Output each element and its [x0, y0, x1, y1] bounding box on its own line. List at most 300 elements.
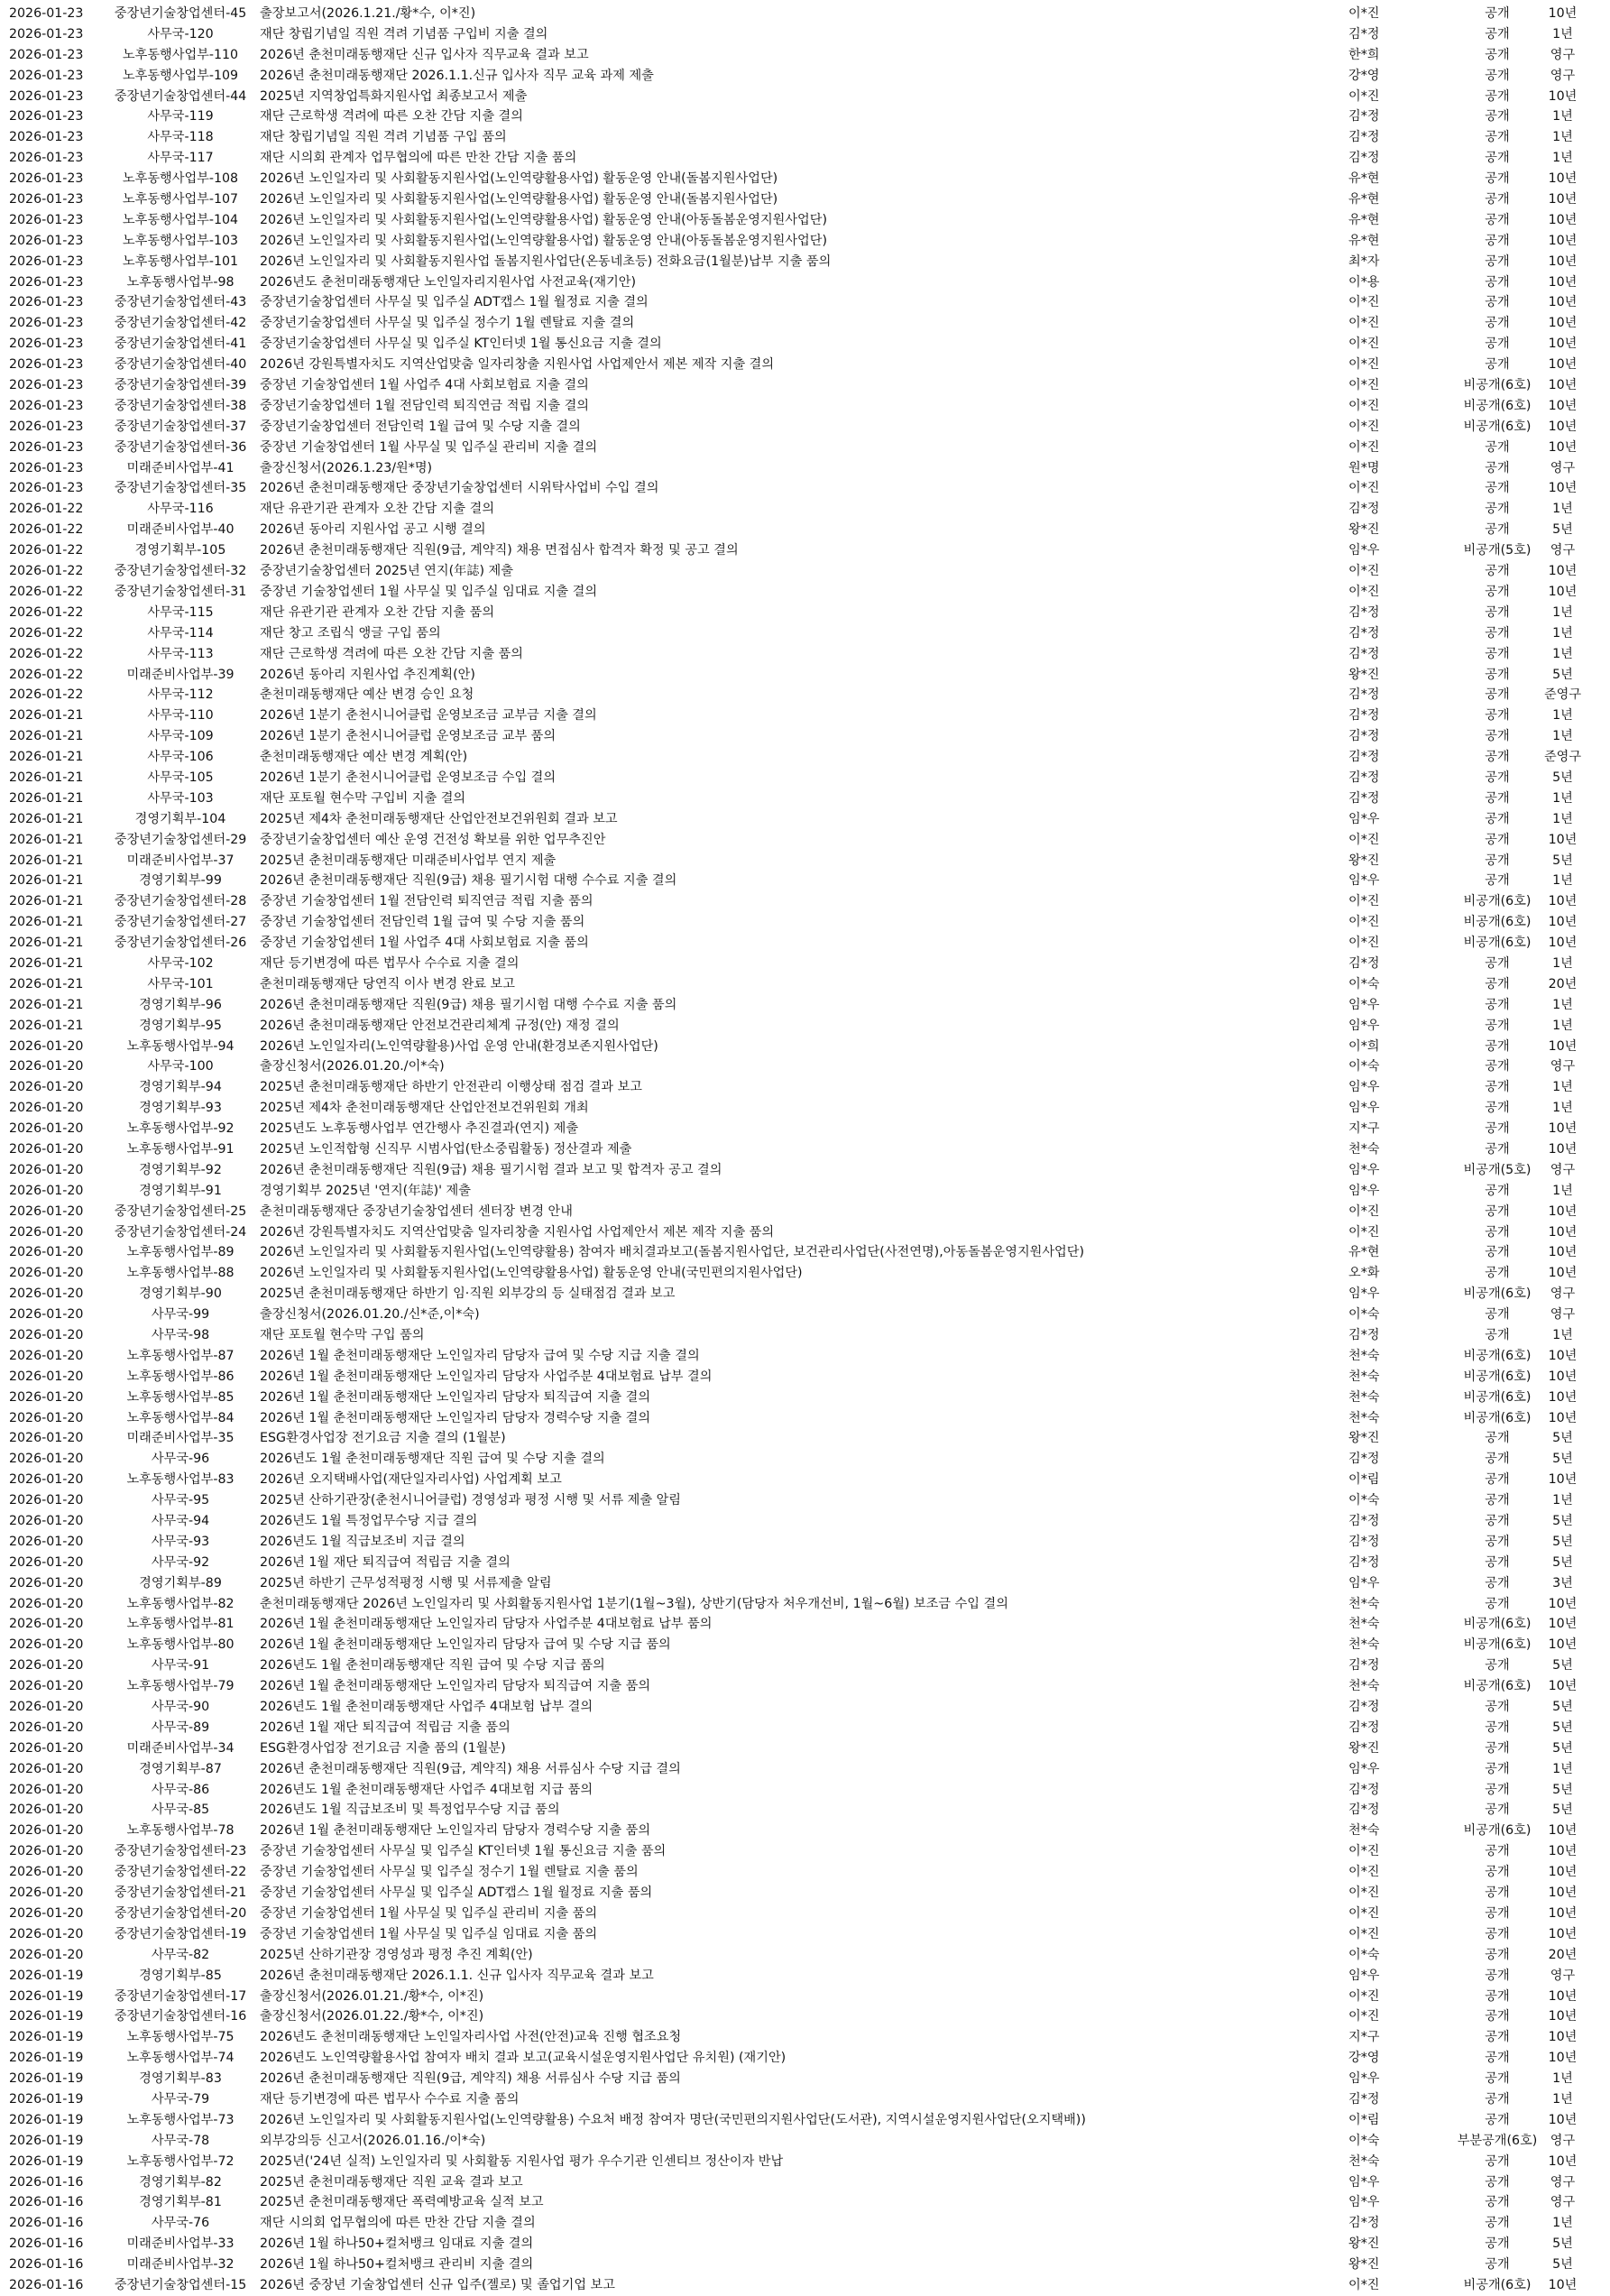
doc-number: 미래준비사업부-40 [126, 522, 235, 538]
doc-title: 춘천미래동행재단 중장년기술창업센터 센터장 변경 안내 [260, 1203, 573, 1219]
doc-disclosure: 공개 [1485, 853, 1510, 868]
doc-retention: 10년 [1548, 1472, 1578, 1488]
doc-title: 2025년 산하기관장(춘천시니어클럽) 경영성과 평정 시행 및 서류 제출 알림 [260, 1493, 682, 1508]
doc-date: 2026-01-20 [9, 1679, 84, 1694]
doc-disclosure: 비공개(6호) [1463, 1637, 1532, 1653]
doc-retention: 10년 [1548, 6, 1578, 21]
doc-date: 2026-01-20 [9, 1554, 84, 1570]
doc-number: 중장년기술창업센터-23 [114, 1844, 247, 1859]
doc-disclosure: 공개 [1485, 708, 1510, 724]
doc-disclosure: 공개 [1485, 790, 1510, 806]
doc-retention: 5년 [1552, 1431, 1573, 1446]
doc-retention: 5년 [1552, 667, 1573, 682]
doc-title: 2026년도 1월 특정업무수당 지급 결의 [260, 1514, 478, 1529]
table-row [0, 292, 1610, 313]
doc-person: 한*희 [1348, 47, 1380, 62]
doc-retention: 10년 [1548, 584, 1578, 599]
table-row [0, 1676, 1610, 1697]
doc-number: 노후동행사업부-83 [126, 1472, 235, 1488]
doc-date: 2026-01-21 [9, 997, 84, 1012]
doc-retention: 1년 [1552, 2071, 1573, 2087]
doc-disclosure: 비공개(6호) [1463, 936, 1532, 951]
doc-title: 2026년 춘천미래동행재단 중장년기술창업센터 시위탁사업비 수입 결의 [260, 481, 659, 496]
table-row [0, 1408, 1610, 1429]
doc-number: 노후동행사업부-78 [126, 1823, 235, 1839]
doc-date: 2026-01-20 [9, 1596, 84, 1611]
doc-person: 왕*진 [1348, 2257, 1380, 2273]
doc-title: 중장년 기술창업센터 1월 사무실 및 입주실 관리비 지출 결의 [260, 439, 598, 455]
table-row [0, 313, 1610, 334]
doc-date: 2026-01-19 [9, 2112, 84, 2127]
doc-number: 노후동행사업부-110 [122, 47, 239, 62]
table-row [0, 540, 1610, 561]
doc-title: 재단 유관기관 관계자 오찬 간담 지출 결의 [260, 502, 495, 517]
doc-title: 2025년 춘천미래동행재단 직원 교육 결과 보고 [260, 2174, 523, 2190]
doc-retention: 5년 [1552, 1720, 1573, 1735]
doc-number: 노후동행사업부-75 [126, 2030, 235, 2045]
doc-disclosure: 공개 [1485, 2009, 1510, 2024]
doc-date: 2026-01-20 [9, 1245, 84, 1260]
table-row [0, 1202, 1610, 1222]
table-row [0, 1077, 1610, 1098]
doc-person: 천*숙 [1348, 1410, 1380, 1425]
doc-disclosure: 비공개(6호) [1463, 915, 1532, 930]
doc-title: 2026년 1월 하나50+컬처뱅크 관리비 지출 결의 [260, 2257, 534, 2273]
doc-person: 유*현 [1348, 192, 1380, 207]
doc-retention: 1년 [1552, 1328, 1573, 1342]
doc-title: 2026년 노인일자리 및 사회활동지원사업(노인역량활용) 참여자 배치결과보고(돌봄지원사업단, 보건관리사업단(사전연명),아동돌봄운영지원사업단) [260, 1245, 1085, 1260]
doc-retention: 10년 [1548, 1617, 1578, 1632]
doc-retention: 1년 [1552, 2091, 1573, 2107]
table-row [0, 189, 1610, 210]
doc-retention: 1년 [1552, 955, 1573, 971]
doc-number: 사무국-102 [147, 955, 214, 971]
doc-date: 2026-01-21 [9, 1018, 84, 1033]
table-row [0, 1181, 1610, 1202]
doc-number: 노후동행사업부-87 [126, 1348, 235, 1363]
doc-date: 2026-01-23 [9, 439, 84, 455]
doc-disclosure: 공개 [1485, 1905, 1510, 1921]
table-row [0, 1490, 1610, 1511]
table-row [0, 1966, 1610, 1987]
doc-person: 김*정 [1348, 151, 1380, 166]
doc-retention: 10년 [1548, 1121, 1578, 1137]
doc-number: 중장년기술창업센터-19 [114, 1926, 247, 1941]
doc-date: 2026-01-23 [9, 274, 84, 290]
doc-disclosure: 공개 [1485, 1080, 1510, 1095]
doc-disclosure: 공개 [1485, 1782, 1510, 1797]
doc-retention: 1년 [1552, 604, 1573, 620]
doc-date: 2026-01-20 [9, 1431, 84, 1446]
table-row [0, 1883, 1610, 1904]
doc-date: 2026-01-21 [9, 708, 84, 724]
doc-date: 2026-01-21 [9, 790, 84, 806]
doc-person: 임*우 [1348, 1761, 1380, 1776]
doc-disclosure: 공개 [1485, 1101, 1510, 1116]
table-row [0, 1056, 1610, 1077]
doc-number: 노후동행사업부-79 [126, 1679, 235, 1694]
doc-person: 김*정 [1348, 750, 1380, 765]
doc-disclosure: 공개 [1485, 1761, 1510, 1776]
doc-person: 김*정 [1348, 2216, 1380, 2231]
doc-retention: 10년 [1548, 2277, 1578, 2292]
doc-person: 김*정 [1348, 1328, 1380, 1342]
doc-person: 이*숙 [1348, 1059, 1380, 1074]
doc-retention: 10년 [1548, 936, 1578, 951]
doc-title: 2026년 강원특별자치도 지역산업맞춤 일자리창출 지원사업 사업제안서 제본 제작 지출 결의 [260, 357, 775, 373]
doc-retention: 10년 [1548, 274, 1578, 290]
doc-person: 천*숙 [1348, 1369, 1380, 1384]
doc-title: 재단 포토월 현수막 구입 품의 [260, 1328, 425, 1342]
doc-number: 중장년기술창업센터-43 [114, 295, 247, 310]
doc-title: 중장년기술창업센터 사무실 및 입주실 ADT캡스 1월 월정료 지출 결의 [260, 295, 649, 310]
doc-title: 2026년 1월 춘천미래동행재단 노인일자리 담당자 급여 및 수당 지급 지출 결의 [260, 1348, 700, 1363]
table-row [0, 644, 1610, 665]
doc-number: 중장년기술창업센터-22 [114, 1865, 247, 1880]
doc-number: 중장년기술창업센터-38 [114, 398, 247, 413]
doc-disclosure: 공개 [1485, 316, 1510, 331]
doc-person: 임*우 [1348, 1968, 1380, 1983]
doc-disclosure: 비공개(6호) [1463, 419, 1532, 434]
doc-person: 김*정 [1348, 1803, 1380, 1818]
doc-number: 미래준비사업부-41 [126, 460, 235, 475]
table-row [0, 2172, 1610, 2193]
doc-person: 이*진 [1348, 295, 1380, 310]
table-row [0, 954, 1610, 974]
doc-person: 이*진 [1348, 481, 1380, 496]
doc-person: 이*진 [1348, 1905, 1380, 1921]
table-row [0, 1037, 1610, 1057]
doc-number: 노후동행사업부-107 [122, 192, 239, 207]
table-row [0, 1139, 1610, 1160]
table-row [0, 891, 1610, 912]
doc-person: 김*정 [1348, 770, 1380, 785]
table-row [0, 1655, 1610, 1676]
doc-number: 사무국-101 [147, 976, 214, 991]
doc-date: 2026-01-22 [9, 646, 84, 661]
doc-person: 김*정 [1348, 625, 1380, 641]
doc-title: 2026년 춘천미래동행재단 안전보건관리체계 규정(안) 재정 결의 [260, 1018, 620, 1033]
doc-date: 2026-01-23 [9, 398, 84, 413]
doc-date: 2026-01-23 [9, 316, 84, 331]
doc-date: 2026-01-21 [9, 811, 84, 826]
table-row [0, 726, 1610, 747]
doc-number: 사무국-86 [151, 1782, 210, 1797]
doc-disclosure: 공개 [1485, 151, 1510, 166]
doc-number: 미래준비사업부-37 [126, 853, 235, 868]
doc-retention: 5년 [1552, 1782, 1573, 1797]
doc-person: 이*진 [1348, 316, 1380, 331]
doc-disclosure: 공개 [1485, 604, 1510, 620]
table-row [0, 1532, 1610, 1553]
doc-date: 2026-01-21 [9, 750, 84, 765]
table-row [0, 2192, 1610, 2213]
doc-retention: 10년 [1548, 2009, 1578, 2024]
doc-number: 사무국-78 [151, 2133, 210, 2148]
doc-person: 천*숙 [1348, 2153, 1380, 2169]
doc-number: 사무국-119 [147, 109, 214, 124]
table-row [0, 24, 1610, 45]
doc-date: 2026-01-23 [9, 88, 84, 104]
doc-disclosure: 공개 [1485, 1121, 1510, 1137]
doc-person: 임*우 [1348, 1162, 1380, 1177]
doc-retention: 준영구 [1543, 750, 1582, 765]
doc-retention: 1년 [1552, 708, 1573, 724]
doc-number: 사무국-113 [147, 646, 214, 661]
doc-date: 2026-01-23 [9, 6, 84, 21]
doc-retention: 5년 [1552, 770, 1573, 785]
doc-retention: 10년 [1548, 192, 1578, 207]
table-row [0, 582, 1610, 603]
doc-person: 이*진 [1348, 357, 1380, 373]
doc-title: 출장신청서(2026.01.20./이*숙) [260, 1059, 445, 1074]
doc-retention: 1년 [1552, 811, 1573, 826]
doc-person: 이*진 [1348, 894, 1380, 909]
doc-number: 경영기획부-87 [139, 1761, 222, 1776]
table-row [0, 933, 1610, 954]
doc-date: 2026-01-20 [9, 1389, 84, 1405]
doc-date: 2026-01-21 [9, 873, 84, 889]
doc-date: 2026-01-16 [9, 2174, 84, 2190]
doc-title: 출장신청서(2026.1.23/원*명) [260, 460, 433, 475]
table-row [0, 1821, 1610, 1841]
doc-title: 중장년기술창업센터 1월 전담인력 퇴직연금 적립 지출 결의 [260, 398, 590, 413]
doc-retention: 1년 [1552, 26, 1573, 41]
doc-number: 사무국-110 [147, 708, 214, 724]
doc-disclosure: 공개 [1485, 2216, 1510, 2231]
doc-retention: 10년 [1548, 1988, 1578, 2004]
table-row [0, 520, 1610, 540]
doc-number: 경영기획부-92 [139, 1162, 222, 1177]
doc-number: 중장년기술창업센터-21 [114, 1886, 247, 1901]
doc-title: 2026년 춘천미래동행재단 직원(9급, 계약직) 채용 서류심사 수당 지급 품의 [260, 2071, 681, 2087]
table-row [0, 1305, 1610, 1325]
doc-disclosure: 공개 [1485, 1886, 1510, 1901]
doc-date: 2026-01-21 [9, 770, 84, 785]
doc-date: 2026-01-23 [9, 357, 84, 373]
doc-retention: 10년 [1548, 1596, 1578, 1611]
doc-retention: 1년 [1552, 502, 1573, 517]
doc-title: 2026년도 1월 춘천미래동행재단 직원 급여 및 수당 지출 결의 [260, 1452, 605, 1467]
doc-person: 이*진 [1348, 439, 1380, 455]
doc-person: 임*우 [1348, 1286, 1380, 1302]
doc-title: 2026년도 1월 춘천미래동행재단 직원 급여 및 수당 지급 품의 [260, 1658, 605, 1674]
doc-retention: 10년 [1548, 439, 1578, 455]
doc-title: 재단 시의회 관계자 업무협의에 따른 만찬 간담 지출 품의 [260, 151, 577, 166]
doc-retention: 5년 [1552, 1554, 1573, 1570]
table-row [0, 2131, 1610, 2152]
table-row [0, 334, 1610, 355]
table-row [0, 1449, 1610, 1470]
doc-title: 2026년 1월 하나50+컬처뱅크 임대료 지출 결의 [260, 2236, 534, 2252]
doc-title: 2026년 춘천미래동행재단 신규 입사자 직무교육 결과 보고 [260, 47, 589, 62]
doc-title: 2026년 동아리 지원사업 공고 시행 결의 [260, 522, 486, 538]
doc-retention: 20년 [1548, 976, 1578, 991]
doc-disclosure: 비공개(6호) [1463, 1389, 1532, 1405]
doc-disclosure: 공개 [1485, 109, 1510, 124]
table-row [0, 561, 1610, 582]
doc-person: 이*용 [1348, 274, 1380, 290]
table-row [0, 1367, 1610, 1388]
doc-date: 2026-01-20 [9, 1410, 84, 1425]
doc-person: 천*숙 [1348, 1596, 1380, 1611]
doc-date: 2026-01-20 [9, 1141, 84, 1157]
doc-retention: 5년 [1552, 1803, 1573, 1818]
doc-disclosure: 공개 [1485, 1988, 1510, 2004]
doc-disclosure: 공개 [1485, 254, 1510, 269]
table-row [0, 1119, 1610, 1139]
doc-title: 중장년 기술창업센터 1월 사무실 및 입주실 임대료 지출 품의 [260, 1926, 598, 1941]
doc-title: 경영기획부 2025년 '연지(年誌)' 제출 [260, 1183, 471, 1198]
doc-person: 임*우 [1348, 1183, 1380, 1198]
table-row [0, 2006, 1610, 2027]
doc-number: 경영기획부-94 [139, 1080, 222, 1095]
doc-disclosure: 공개 [1485, 1472, 1510, 1488]
table-row [0, 2089, 1610, 2110]
table-row [0, 809, 1610, 830]
doc-date: 2026-01-20 [9, 1823, 84, 1839]
table-row [0, 2069, 1610, 2089]
doc-disclosure: 비공개(6호) [1463, 1617, 1532, 1632]
doc-disclosure: 공개 [1485, 625, 1510, 641]
doc-title: 2026년도 춘천미래동행재단 노인일자리사업 사전(안전)교육 진행 협조요청 [260, 2030, 682, 2045]
doc-date: 2026-01-22 [9, 687, 84, 703]
doc-number: 사무국-91 [151, 1658, 210, 1674]
doc-person: 김*정 [1348, 1534, 1380, 1549]
doc-date: 2026-01-19 [9, 2153, 84, 2169]
doc-retention: 10년 [1548, 1389, 1578, 1405]
doc-title: 2026년 1월 춘천미래동행재단 노인일자리 담당자 사업주분 4대보험료 납부 품의 [260, 1617, 713, 1632]
doc-disclosure: 비공개(5호) [1463, 543, 1532, 558]
doc-title: 2026년도 1월 직급보조비 지급 결의 [260, 1534, 465, 1549]
doc-person: 이*림 [1348, 1472, 1380, 1488]
doc-date: 2026-01-20 [9, 1905, 84, 1921]
doc-date: 2026-01-19 [9, 1988, 84, 2004]
doc-number: 노후동행사업부-80 [126, 1637, 235, 1653]
doc-person: 이*숙 [1348, 1307, 1380, 1323]
doc-person: 임*우 [1348, 1101, 1380, 1116]
doc-disclosure: 공개 [1485, 832, 1510, 847]
doc-number: 경영기획부-91 [139, 1183, 222, 1198]
doc-person: 이*진 [1348, 936, 1380, 951]
doc-number: 노후동행사업부-104 [122, 212, 239, 227]
table-row [0, 685, 1610, 705]
doc-retention: 20년 [1548, 1947, 1578, 1962]
doc-disclosure: 공개 [1485, 1926, 1510, 1941]
table-row [0, 995, 1610, 1016]
doc-person: 천*숙 [1348, 1389, 1380, 1405]
table-row [0, 1470, 1610, 1490]
doc-disclosure: 공개 [1485, 750, 1510, 765]
doc-number: 경영기획부-81 [139, 2195, 222, 2210]
doc-number: 노후동행사업부-85 [126, 1389, 235, 1405]
doc-date: 2026-01-20 [9, 1286, 84, 1302]
doc-person: 임*우 [1348, 2071, 1380, 2087]
doc-title: 2026년 춘천미래동행재단 직원(9급) 채용 필기시험 대행 수수료 지출 결의 [260, 873, 677, 889]
doc-title: 2026년 춘천미래동행재단 직원(9급) 채용 필기시험 대행 수수료 지출 품의 [260, 997, 677, 1012]
doc-number: 노후동행사업부-98 [126, 274, 235, 290]
doc-number: 노후동행사업부-92 [126, 1121, 235, 1137]
doc-number: 경영기획부-89 [139, 1575, 222, 1591]
doc-disclosure: 공개 [1485, 2051, 1510, 2066]
doc-title: 2025년도 노후동행사업부 연간행사 추진결과(연지) 제출 [260, 1121, 579, 1137]
table-row [0, 1594, 1610, 1615]
table-row [0, 1511, 1610, 1532]
doc-date: 2026-01-20 [9, 1369, 84, 1384]
doc-person: 김*정 [1348, 1720, 1380, 1735]
doc-title: 2026년 오지택배사업(재단일자리사업) 사업계획 보고 [260, 1472, 562, 1488]
table-row [0, 1759, 1610, 1780]
doc-date: 2026-01-22 [9, 522, 84, 538]
doc-person: 천*숙 [1348, 1679, 1380, 1694]
doc-retention: 영구 [1550, 2195, 1576, 2210]
doc-title: 2026년 노인일자리 및 사회활동지원사업(노인역량활용사업) 활동운영 안내(아동돌봄운영지원사업단) [260, 233, 828, 248]
doc-retention: 10년 [1548, 1926, 1578, 1941]
doc-person: 최*자 [1348, 254, 1380, 269]
table-row [0, 375, 1610, 396]
doc-retention: 10년 [1548, 1224, 1578, 1240]
doc-date: 2026-01-22 [9, 564, 84, 579]
doc-retention: 10년 [1548, 1266, 1578, 1281]
doc-date: 2026-01-21 [9, 729, 84, 744]
doc-disclosure: 비공개(6호) [1463, 2277, 1532, 2292]
doc-title: 중장년 기술창업센터 1월 사업주 4대 사회보험료 지출 결의 [260, 378, 589, 393]
doc-disclosure: 공개 [1485, 6, 1510, 21]
doc-disclosure: 공개 [1485, 770, 1510, 785]
doc-number: 중장년기술창업센터-26 [114, 936, 247, 951]
doc-date: 2026-01-20 [9, 1658, 84, 1674]
doc-retention: 5년 [1552, 1534, 1573, 1549]
doc-disclosure: 비공개(6호) [1463, 894, 1532, 909]
table-row [0, 252, 1610, 272]
doc-retention: 3년 [1552, 1575, 1573, 1591]
doc-retention: 5년 [1552, 1700, 1573, 1715]
doc-retention: 영구 [1550, 543, 1576, 558]
doc-person: 이*진 [1348, 1886, 1380, 1901]
doc-person: 임*우 [1348, 873, 1380, 889]
doc-title: 외부강의등 신고서(2026.01.16./이*숙) [260, 2133, 486, 2148]
doc-title: 2026년도 1월 춘천미래동행재단 사업주 4대보험 지급 품의 [260, 1782, 593, 1797]
table-row [0, 2110, 1610, 2131]
doc-retention: 10년 [1548, 915, 1578, 930]
doc-disclosure: 공개 [1485, 88, 1510, 104]
doc-retention: 1년 [1552, 625, 1573, 641]
doc-retention: 영구 [1550, 68, 1576, 83]
doc-number: 사무국-96 [151, 1452, 210, 1467]
doc-retention: 10년 [1548, 1245, 1578, 1260]
doc-number: 경영기획부-90 [139, 1286, 222, 1302]
doc-title: 2026년 1분기 춘천시니어클럽 운영보조금 교부 품의 [260, 729, 557, 744]
doc-person: 원*명 [1348, 460, 1380, 475]
doc-retention: 5년 [1552, 2236, 1573, 2252]
doc-retention: 1년 [1552, 646, 1573, 661]
doc-date: 2026-01-16 [9, 2277, 84, 2292]
doc-date: 2026-01-20 [9, 1493, 84, 1508]
doc-number: 노후동행사업부-91 [126, 1141, 235, 1157]
table-row [0, 231, 1610, 252]
doc-date: 2026-01-23 [9, 130, 84, 145]
doc-retention: 10년 [1548, 171, 1578, 187]
doc-disclosure: 공개 [1485, 729, 1510, 744]
doc-title: 2026년 춘천미래동행재단 직원(9급) 채용 필기시험 결과 보고 및 합격자 공고 결의 [260, 1162, 722, 1177]
doc-retention: 1년 [1552, 729, 1573, 744]
doc-person: 이*진 [1348, 2277, 1380, 2292]
doc-date: 2026-01-23 [9, 254, 84, 269]
doc-retention: 영구 [1550, 1162, 1576, 1177]
doc-number: 사무국-105 [147, 770, 214, 785]
doc-date: 2026-01-20 [9, 1865, 84, 1880]
doc-disclosure: 공개 [1485, 2257, 1510, 2273]
